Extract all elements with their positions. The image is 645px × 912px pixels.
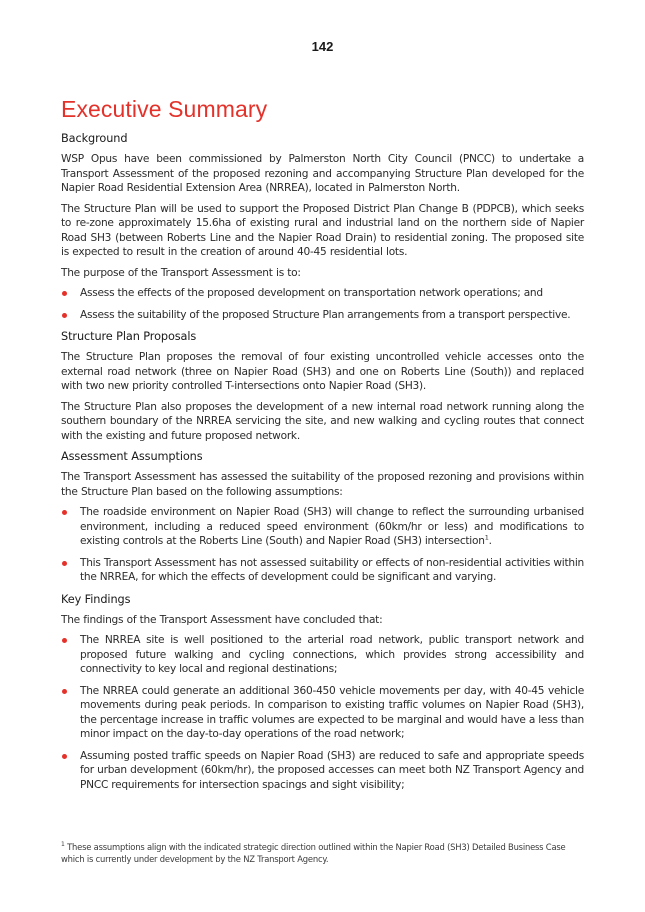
list-item-text: The NRREA could generate an additional 360-450 vehicle movements per day, with 40-45 vehicle movements during peak periods. In comparison to existing traffic volumes on Napier Road (SH3), the percentage increase in traffic volumes are expected to be marginal and would have a less than minor impact on the day-to-day operations of the road network; <box>80 684 584 741</box>
paragraph: The Structure Plan proposes the removal of four existing uncontrolled vehicle accesses onto the external road network (three on Napier Road (SH3) and one on Roberts Line (South)) and replaced with two new priority controlled T-intersections onto Napier Road (SH3). <box>61 351 584 393</box>
paragraph: The Transport Assessment has assessed the suitability of the proposed rezoning and provisions within the Structure Plan based on the following assumptions: <box>61 471 584 498</box>
bullet-list <box>61 286 584 322</box>
footnote-reference[interactable]: 1 <box>484 533 489 542</box>
paragraph: The Structure Plan also proposes the development of a new internal road network running along the southern boundary of the NRREA servicing the site, and new walking and cycling routes that connect with the existing and future proposed network. <box>61 400 584 442</box>
list-item <box>61 308 584 323</box>
section-heading-findings: Key Findings <box>61 592 131 606</box>
footnote <box>61 842 581 865</box>
bullet-icon <box>62 313 67 318</box>
list-item-text: This Transport Assessment has not assessed suitability or effects of non-residential activities within the NRREA, for which the effects of development could be significant and varying. <box>80 556 584 584</box>
list-item-text: The roadside environment on Napier Road (SH3) will change to reflect the surrounding urbanised environment, including a reduced speed environment (60km/hr or less) and modifications to existing controls at the Roberts Line (South) and Napier Road (SH3) intersection <box>80 506 584 548</box>
section-heading-background: Background <box>61 132 128 146</box>
list-item <box>61 684 584 742</box>
page-title: Executive Summary <box>61 96 268 122</box>
footnote-marker: 1 <box>61 841 65 849</box>
paragraph: The Structure Plan will be used to support the Proposed District Plan Change B (PDPCB), which seeks to re-zone approximately 15.6ha of existing rural and industrial land on the northern side of Napier Road SH3 (between Roberts Line and the Napier Road Drain) to residential zoning. The proposed site is expected to result in the creation of around 40-45 residential lots. <box>61 202 584 259</box>
list-item-text: The NRREA site is well positioned to the arterial road network, public transport network and proposed future walking and cycling connections, which provides strong accessibility and connectivity to key local and regional destinations; <box>80 634 584 676</box>
bullet-list <box>61 633 584 792</box>
list-item <box>61 749 584 793</box>
footnote-text: These assumptions align with the indicated strategic direction outlined within the Napier Road (SH3) Detailed Business Case which is currently under development by the NZ Transport Agency. <box>61 842 566 864</box>
bullet-icon <box>62 510 67 515</box>
paragraph: The purpose of the Transport Assessment is to: <box>61 266 301 279</box>
paragraph: The findings of the Transport Assessment have concluded that: <box>61 613 383 626</box>
page-number: 142 <box>311 39 334 54</box>
bullet-icon <box>62 291 67 296</box>
section-heading-assumptions: Assessment Assumptions <box>61 450 203 464</box>
bullet-icon <box>62 754 67 759</box>
list-item <box>61 505 584 549</box>
paragraph: WSP Opus have been commissioned by Palmerston North City Council (PNCC) to undertake a Transport Assessment of the proposed rezoning and accompanying Structure Plan developed for the Napier Road Residential Extension Area (NRREA), located in Palmerston North. <box>61 153 584 195</box>
list-item <box>61 556 584 585</box>
document-body <box>61 96 584 799</box>
list-item-text: Assuming posted traffic speeds on Napier Road (SH3) are reduced to safe and appropriate speeds for urban development (60km/hr), the proposed accesses can meet both NZ Transport Agency and PNCC requirements for intersection spacings and sight visibility; <box>80 749 584 791</box>
list-item <box>61 633 584 677</box>
bullet-icon <box>62 638 67 643</box>
list-item-text: Assess the suitability of the proposed Structure Plan arrangements from a transport perspective. <box>80 308 571 321</box>
list-item-end: . <box>488 535 492 548</box>
list-item-text: Assess the effects of the proposed development on transportation network operations; and <box>80 287 543 300</box>
list-item <box>61 286 584 301</box>
bullet-icon <box>62 561 67 566</box>
bullet-list <box>61 505 584 585</box>
bullet-icon <box>62 689 67 694</box>
section-heading-proposals: Structure Plan Proposals <box>61 330 197 344</box>
